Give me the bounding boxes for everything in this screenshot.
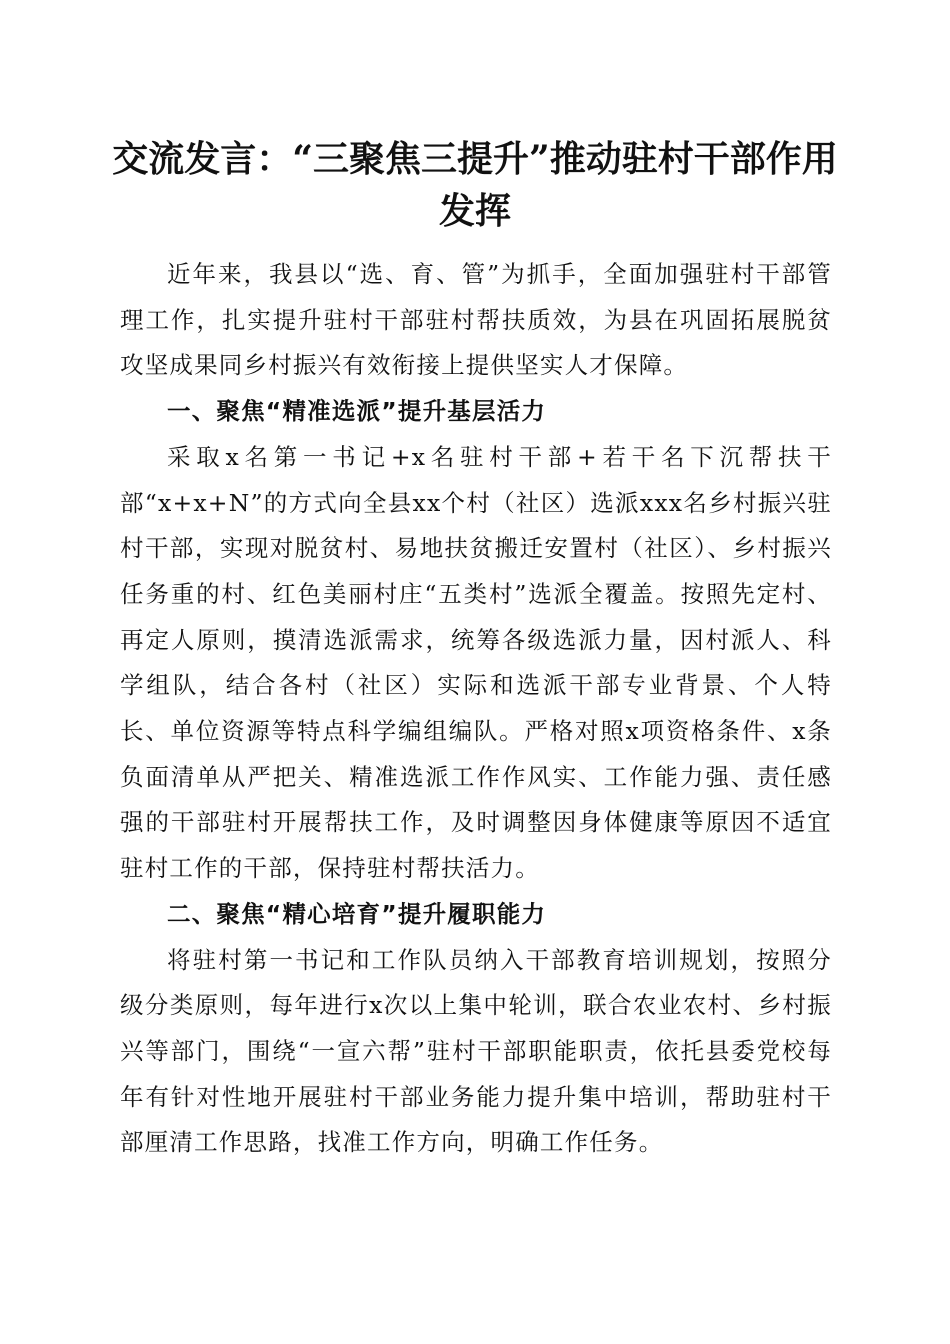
document-title: 交流发言：“三聚焦三提升”推动驻村干部作用发挥 bbox=[112, 138, 838, 232]
section-heading-2: 二、聚焦“精心培育”提升履职能力 bbox=[167, 899, 547, 928]
paragraph-section-2: 将驻村第一书记和工作队员纳入干部教育培训规划，按照分级分类原则，每年进行x次以上集中轮训，联合农业农村、乡村振兴等部门，围绕“一宣六帮”驻村干部职能职责，依托县委党校每年有针对性地开展驻村干部业务能力提升集中培训，帮助驻村干部厘清工作思路，找准工作方向，明确工作任务。 bbox=[120, 945, 832, 1157]
document-body bbox=[120, 252, 832, 1166]
paragraph-section-1: 采取x名第一书记+x名驻村干部+若干名下沉帮扶干部“x+x+N”的方式向全县xx个村（社区）选派xxx名乡村振兴驻村干部，实现对脱贫村、易地扶贫搬迁安置村（社区）、乡村振兴任务重的村、红色美丽村庄“五类村”选派全覆盖。按照先定村、再定人原则，摸清选派需求，统筹各级选派力量，因村派人、科学组队，结合各村（社区）实际和选派干部专业背景、个人特长、单位资源等特点科学编组编队。严格对照x项资格条件、x条负面清单从严把关、精准选派工作作风实、工作能力强、责任感强的干部驻村开展帮扶工作，及时调整因身体健康等原因不适宜驻村工作的干部，保持驻村帮扶活力。 bbox=[120, 442, 832, 883]
paragraph-intro: 近年来，我县以“选、育、管”为抓手，全面加强驻村干部管理工作，扎实提升驻村干部驻村帮扶质效，为县在巩固拓展脱贫攻坚成果同乡村振兴有效衔接上提供坚实人才保障。 bbox=[120, 260, 832, 380]
section-heading-1: 一、聚焦“精准选派”提升基层活力 bbox=[167, 397, 547, 426]
